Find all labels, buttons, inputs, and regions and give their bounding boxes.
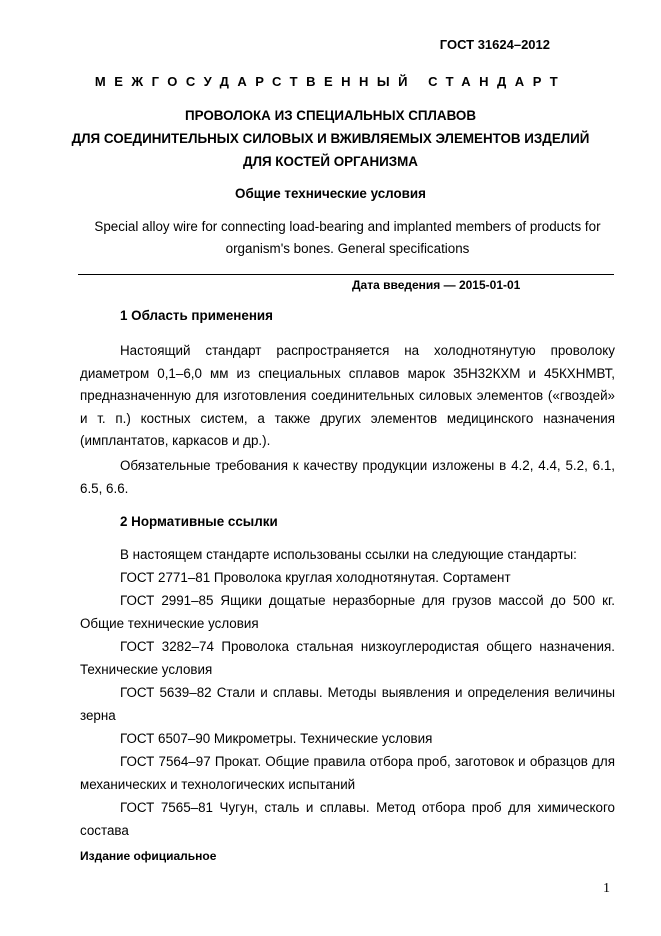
section-2-heading: 2 Нормативные ссылки [120,514,278,529]
reference-item: ГОСТ 2771–81 Проволока круглая холоднотянутая. Сортамент [120,570,511,585]
title-line-1: ПРОВОЛОКА ИЗ СПЕЦИАЛЬНЫХ СПЛАВОВ [184,108,477,123]
reference-item: ГОСТ 5639–82 Стали и сплавы. Методы выявления и определения величины зерна [80,685,615,723]
title-separator [78,274,614,275]
introduction-date: Дата введения — 2015-01-01 [352,278,521,292]
page-number: 1 [603,881,610,896]
official-edition-label: Издание официальное [80,849,217,863]
section-1-paragraph-2: Обязательные требования к качеству продукции изложены в 4.2, 4.4, 5.2, 6.1, 6.5, 6.6. [80,458,615,496]
reference-item: ГОСТ 6507–90 Микрометры. Технические условия [120,731,433,746]
english-title: Special alloy wire for connecting load-bearing and implanted members of products for organism's bones. General specifications [94,219,601,256]
subtitle: Общие технические условия [235,186,426,201]
section-1-paragraph-1: Настоящий стандарт распространяется на холоднотянутую проволоку диаметром 0,1–6,0 мм из специальных сплавов марок 35Н32КХМ и 45КХНМВТ, предназначенную для изготовления соединительных силовых элементов («гвоздей» и т. п.) костных систем, а также других элементов медицинского назначения (имплантатов, каркасов и др.). [80,343,615,448]
standard-number: ГОСТ 31624–2012 [439,37,550,52]
section-2-intro: В настоящем стандарте использованы ссылки на следующие стандарты: [120,547,577,562]
reference-item: ГОСТ 7565–81 Чугун, сталь и сплавы. Метод отбора проб для химического состава [80,800,615,838]
title-line-3: ДЛЯ КОСТЕЙ ОРГАНИЗМА [243,154,418,169]
interstate-standard-label: МЕЖГОСУДАРСТВЕННЫЙ СТАНДАРТ [94,74,567,89]
section-1-heading: 1 Область применения [120,308,273,323]
reference-item: ГОСТ 3282–74 Проволока стальная низкоуглеродистая общего назначения. Технические условия [80,639,615,677]
title-line-2: ДЛЯ СОЕДИНИТЕЛЬНЫХ СИЛОВЫХ И ВЖИВЛЯЕМЫХ ЭЛЕМЕНТОВ ИЗДЕЛИЙ [71,131,590,146]
reference-item: ГОСТ 7564–97 Прокат. Общие правила отбора проб, заготовок и образцов для механических и технологических испытаний [80,754,615,792]
reference-item: ГОСТ 2991–85 Ящики дощатые неразборные для грузов массой до 500 кг. Общие технические условия [80,593,615,631]
